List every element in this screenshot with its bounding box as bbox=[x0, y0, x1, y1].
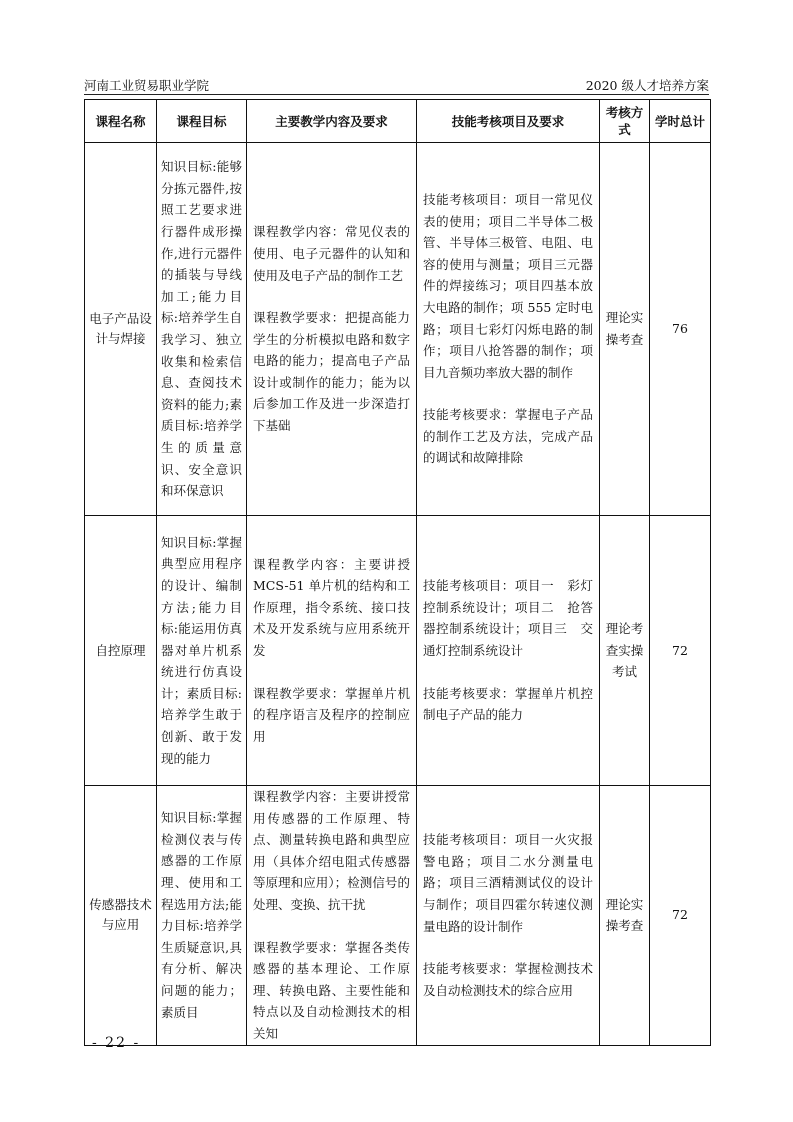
requirement-text: 课程教学要求：掌握各类传感器的基本理论、工作原理、转换电路、主要性能和特点以及自动检测技术的相关知 bbox=[253, 939, 410, 1041]
method-cell: 理论实操考查 bbox=[600, 786, 650, 1046]
skill-cell bbox=[417, 143, 600, 516]
col-header-hours: 学时总计 bbox=[650, 100, 711, 143]
table-row bbox=[85, 143, 711, 516]
skill-requirement-text: 技能考核要求：掌握单片机控制电子产品的能力 bbox=[423, 685, 593, 723]
method-cell: 理论实操考查 bbox=[600, 143, 650, 516]
content-text: 课程教学内容：主要讲授常用传感器的工作原理、特点、测量转换电路和典型应用（具体介绍电阻式传感器等原理和应用）；检测信号的处理、变换、抗干扰 bbox=[253, 789, 410, 912]
hours-cell: 76 bbox=[650, 143, 711, 516]
content-cell bbox=[247, 516, 417, 786]
course-name-cell: 电子产品设计与焊接 bbox=[85, 143, 157, 516]
table-row bbox=[85, 786, 711, 1046]
table-header-row bbox=[85, 100, 711, 143]
requirement-text: 课程教学要求：掌握单片机的程序语言及程序的控制应用 bbox=[253, 685, 410, 744]
method-cell: 理论考查实操考试 bbox=[600, 516, 650, 786]
header-plan-title: 2020 级人才培养方案 bbox=[585, 78, 709, 93]
header-rule bbox=[84, 94, 709, 95]
col-header-course-name: 课程名称 bbox=[85, 100, 157, 143]
skill-items-text: 技能考核项目：项目一 彩灯控制系统设计；项目二 抢答器控制系统设计；项目三 交通灯控制系统设计 bbox=[423, 578, 593, 658]
course-goal-cell: 知识目标:掌握典型应用程序的设计、编制方法;能力目标:能运用仿真器对单片机系统进行仿真设计；素质目标:培养学生敢于创新、敢于发现的能力 bbox=[157, 516, 247, 786]
hours-cell: 72 bbox=[650, 516, 711, 786]
table-row bbox=[85, 516, 711, 786]
skill-items-text: 技能考核项目：项目一火灾报警电路；项目二水分测量电路；项目三酒精测试仪的设计与制作；项目四霍尔转速仪测量电路的设计制作 bbox=[423, 832, 593, 934]
skill-cell bbox=[417, 786, 600, 1046]
col-header-skill: 技能考核项目及要求 bbox=[417, 100, 600, 143]
requirement-text: 课程教学要求：把提高能力学生的分析模拟电路和数字电路的能力；提高电子产品设计或制作的能力；能为以后参加工作及进一步深造打下基础 bbox=[253, 310, 410, 434]
col-header-content: 主要教学内容及要求 bbox=[247, 100, 417, 143]
course-goal-cell: 知识目标:掌握检测仪表与传感器的工作原理、使用和工程选用方法;能力目标:培养学生质疑意识,具有分析、解决问题的能力；素质目 bbox=[157, 786, 247, 1046]
col-header-method: 考核方式 bbox=[600, 100, 650, 143]
skill-requirement-text: 技能考核要求：掌握检测技术及自动检测技术的综合应用 bbox=[423, 961, 593, 998]
skill-cell bbox=[417, 516, 600, 786]
course-name-cell: 传感器技术与应用 bbox=[85, 786, 157, 1046]
page-number: - 22 - bbox=[92, 1035, 141, 1051]
col-header-course-goal: 课程目标 bbox=[157, 100, 247, 143]
course-table bbox=[84, 99, 711, 1046]
content-cell bbox=[247, 143, 417, 516]
content-cell bbox=[247, 786, 417, 1046]
course-name-cell: 自控原理 bbox=[85, 516, 157, 786]
hours-cell: 72 bbox=[650, 786, 711, 1046]
content-text: 课程教学内容：主要讲授 MCS-51 单片机的结构和工作原理，指令系统、接口技术及开发系统与应用系统开发 bbox=[253, 556, 410, 658]
skill-requirement-text: 技能考核要求：掌握电子产品的制作工艺及方法，完成产品的调试和故障排除 bbox=[423, 407, 593, 466]
skill-items-text: 技能考核项目：项目一常见仪表的使用；项目二半导体二极管、半导体三极管、电阻、电容的使用与测量；项目三元器件的焊接练习；项目四基本放大电路的制作；项 555 定时电路；项目七彩灯闪烁电路的制作；项目八抢答器的制作；项目九音频功率放大器的制作 bbox=[423, 191, 593, 380]
course-goal-cell: 知识目标:能够分拣元器件,按照工艺要求进行器件成形操作,进行元器件的插装与导线加工;能力目标:培养学生自我学习、独立收集和检索信息、查阅技术资料的能力;素质目标:培养学生的质量意识、安全意识和环保意识 bbox=[157, 143, 247, 516]
header-school-name: 河南工业贸易职业学院 bbox=[84, 78, 210, 93]
content-text: 课程教学内容：常见仪表的使用、电子元器件的认知和使用及电子产品的制作工艺 bbox=[253, 224, 410, 283]
